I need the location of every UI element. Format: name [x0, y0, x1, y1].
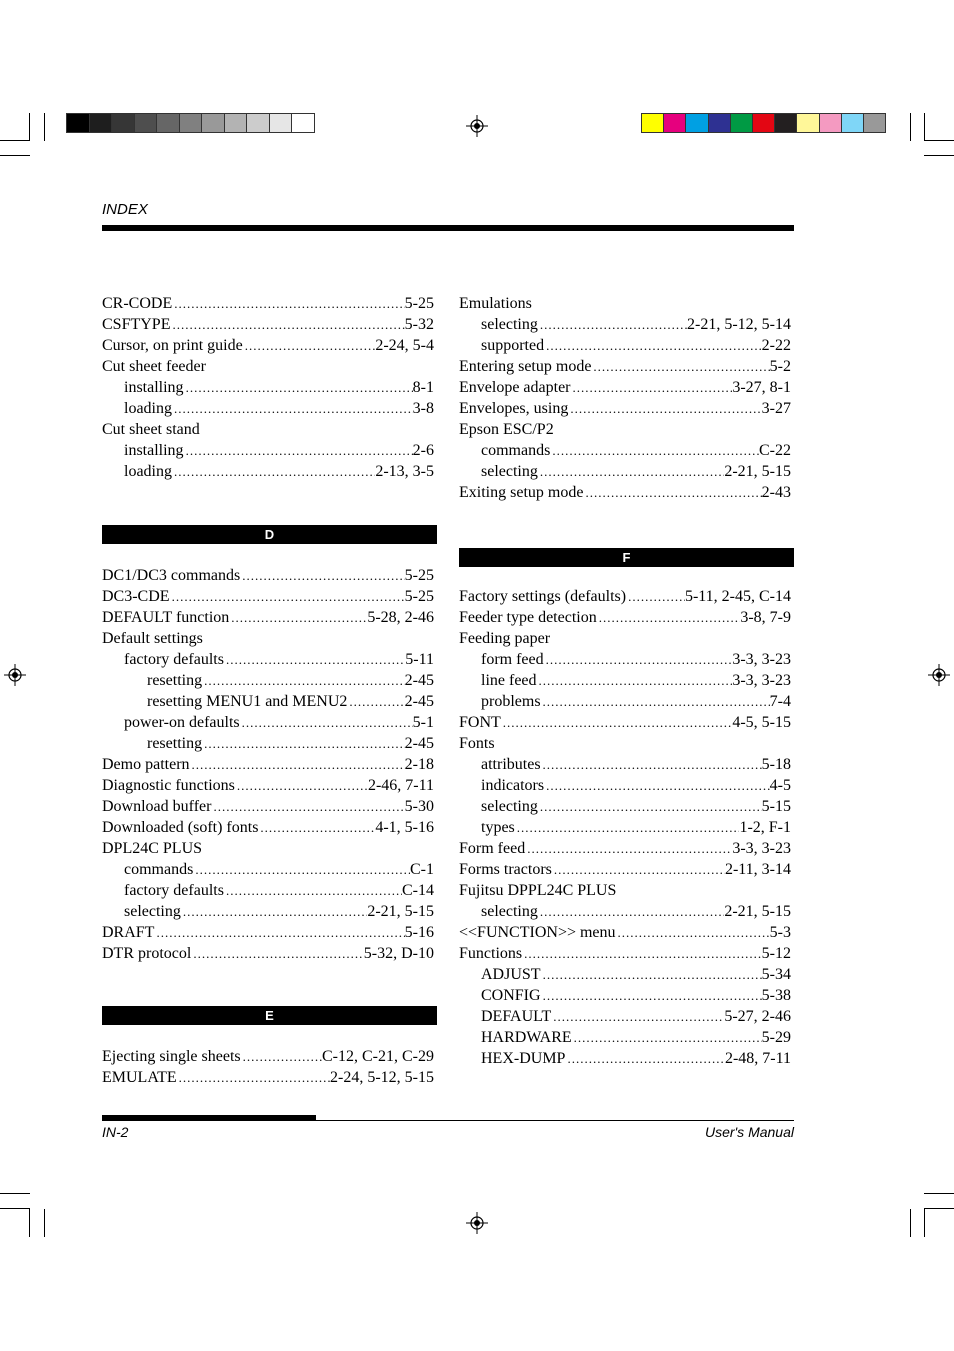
color-swatch [752, 113, 775, 133]
index-entry [124, 461, 434, 482]
index-page-ref: 5-30 [404, 798, 434, 815]
index-page-ref: 4-5, 5-15 [732, 714, 791, 731]
index-term: commands [124, 861, 194, 878]
color-swatch [841, 113, 864, 133]
manual-title: User's Manual [704, 1124, 794, 1140]
section-bar-e: E [102, 1006, 437, 1025]
leader-dots [170, 586, 405, 607]
leader-dots [597, 607, 741, 628]
index-page-ref: 5-12 [761, 945, 791, 962]
gray-swatch [89, 113, 113, 133]
index-term: HARDWARE [481, 1029, 572, 1046]
leader-dots [172, 398, 413, 419]
index-entry [481, 691, 791, 712]
index-entry [481, 775, 791, 796]
index-term: HEX-DUMP [481, 1050, 566, 1067]
leader-dots [203, 628, 434, 649]
index-term: resetting [147, 672, 203, 689]
index-entry [102, 922, 434, 943]
index-term: FONT [459, 714, 501, 731]
leader-dots [552, 859, 725, 880]
index-page-ref: 2-24, 5-4 [375, 337, 434, 354]
leader-dots [554, 419, 791, 440]
index-term: Entering setup mode [459, 358, 592, 375]
leader-dots [172, 293, 404, 314]
index-entry [102, 817, 434, 838]
index-term: selecting [481, 316, 538, 333]
index-entry [459, 943, 791, 964]
index-entry [459, 712, 791, 733]
leader-dots [177, 1067, 330, 1088]
index-term: CSFTYPE [102, 316, 171, 333]
index-entry [481, 1006, 791, 1027]
color-swatch [708, 113, 731, 133]
index-term: power-on defaults [124, 714, 240, 731]
index-term: <<FUNCTION>> menu [459, 924, 616, 941]
index-entry [124, 859, 434, 880]
index-entry [481, 649, 791, 670]
section-bar-d: D [102, 525, 437, 544]
index-page-ref: 5-18 [761, 756, 791, 773]
index-page-ref: 2-21, 5-15 [724, 903, 791, 920]
index-entry [481, 817, 791, 838]
index-term: EMULATE [102, 1069, 177, 1086]
index-page-ref: 5-11 [405, 651, 434, 668]
index-term: DC1/DC3 commands [102, 567, 241, 584]
index-page-ref: C-22 [759, 442, 791, 459]
index-term: selecting [481, 463, 538, 480]
index-term: factory defaults [124, 651, 224, 668]
index-term: Ejecting single sheets [102, 1048, 241, 1065]
index-page-ref: 3-27, 8-1 [732, 379, 791, 396]
index-entry [102, 796, 434, 817]
leader-dots [191, 943, 363, 964]
index-page-ref: 2-18 [404, 756, 434, 773]
index-term: Envelope adapter [459, 379, 571, 396]
index-term: Fujitsu DPPL24C PLUS [459, 882, 617, 899]
color-swatch [641, 113, 664, 133]
index-entry [459, 356, 791, 377]
index-term: Cursor, on print guide [102, 337, 243, 354]
index-term: CONFIG [481, 987, 541, 1004]
index-entry [102, 754, 434, 775]
leader-dots [532, 293, 791, 314]
leader-dots [202, 838, 434, 859]
index-entry [459, 733, 791, 754]
index-page-ref: 2-11, 3-14 [724, 861, 791, 878]
index-term: selecting [481, 798, 538, 815]
leader-dots [170, 314, 404, 335]
index-entry [102, 314, 434, 335]
index-page-ref: 5-16 [404, 924, 434, 941]
index-page-ref: 3-3, 3-23 [732, 672, 791, 689]
leader-dots [235, 775, 368, 796]
leader-dots [515, 817, 740, 838]
index-entry [481, 670, 791, 691]
index-term: types [481, 819, 515, 836]
leader-dots [616, 922, 770, 943]
index-term: indicators [481, 777, 545, 794]
leader-dots [541, 754, 762, 775]
index-page-ref: 4-1, 5-16 [375, 819, 434, 836]
index-entry [124, 440, 434, 461]
index-page-ref: 3-8 [412, 400, 434, 417]
leader-dots [616, 880, 791, 901]
index-page-ref: 5-28, 2-46 [367, 609, 434, 626]
leader-dots [224, 649, 405, 670]
index-term: selecting [481, 903, 538, 920]
index-entry [102, 293, 434, 314]
index-term: CR-CODE [102, 295, 173, 312]
index-page-ref: 8-1 [412, 379, 434, 396]
leader-dots [193, 859, 410, 880]
color-swatch [796, 113, 819, 133]
index-term: Default settings [102, 630, 203, 647]
page-number: IN-2 [102, 1124, 129, 1140]
gray-swatch [201, 113, 225, 133]
leader-dots [200, 419, 434, 440]
leader-dots [347, 691, 404, 712]
index-term: selecting [124, 903, 181, 920]
leader-dots [550, 440, 759, 461]
index-term: Diagnostic functions [102, 777, 235, 794]
leader-dots [206, 356, 434, 377]
index-entry [124, 649, 434, 670]
leader-dots [541, 985, 762, 1006]
registration-mark-icon [4, 664, 26, 686]
index-page-ref: 5-29 [761, 1029, 791, 1046]
index-term: Functions [459, 945, 523, 962]
index-page-ref: 5-11, 2-45, C-14 [684, 588, 791, 605]
leader-dots [229, 607, 367, 628]
index-term: Factory settings (defaults) [459, 588, 627, 605]
index-entry [102, 1067, 434, 1088]
leader-dots [591, 356, 769, 377]
index-page-ref: 2-21, 5-12, 5-14 [687, 316, 791, 333]
index-page-ref: 5-2 [769, 358, 791, 375]
index-entry [102, 607, 434, 628]
leader-dots [202, 733, 405, 754]
index-entry [459, 859, 791, 880]
index-entry [124, 712, 434, 733]
index-page-ref: 2-45 [404, 672, 434, 689]
index-entry [102, 838, 434, 859]
index-entry [481, 335, 791, 356]
index-term: Forms tractors [459, 861, 552, 878]
index-entry [459, 586, 791, 607]
index-page-ref: 3-3, 3-23 [732, 840, 791, 857]
index-term: Envelopes, using [459, 400, 569, 417]
index-entry [481, 314, 791, 335]
index-page-ref: 2-13, 3-5 [375, 463, 434, 480]
index-term: attributes [481, 756, 541, 773]
index-term: Downloaded (soft) fonts [102, 819, 259, 836]
index-term: Feeding paper [459, 630, 551, 647]
index-page-ref: 5-3 [769, 924, 791, 941]
index-entry [124, 398, 434, 419]
index-term: Emulations [459, 295, 532, 312]
index-entry [481, 901, 791, 922]
footer-rule [102, 1120, 794, 1121]
section-bar-f: F [459, 548, 794, 567]
index-entry [459, 377, 791, 398]
index-page-ref: 5-27, 2-46 [724, 1008, 791, 1025]
leader-dots [525, 838, 732, 859]
index-page-ref: 3-27 [761, 400, 791, 417]
index-page-ref: 5-38 [761, 987, 791, 1004]
index-term: DRAFT [102, 924, 155, 941]
leader-dots [538, 314, 687, 335]
leader-dots [538, 901, 724, 922]
index-term: line feed [481, 672, 537, 689]
index-entry [459, 293, 791, 314]
index-entry [481, 985, 791, 1006]
gray-swatch [269, 113, 293, 133]
index-entry [481, 440, 791, 461]
leader-dots [537, 670, 733, 691]
index-entry [124, 377, 434, 398]
index-term: DC3-CDE [102, 588, 170, 605]
index-term: factory defaults [124, 882, 224, 899]
index-term: Cut sheet stand [102, 421, 200, 438]
index-page-ref: 5-15 [761, 798, 791, 815]
leader-dots [572, 1027, 762, 1048]
leader-dots [211, 796, 404, 817]
leader-dots [224, 880, 402, 901]
color-swatch [685, 113, 708, 133]
index-entry [481, 1027, 791, 1048]
registration-mark-icon [466, 1212, 488, 1234]
color-swatch [663, 113, 686, 133]
leader-dots [154, 922, 404, 943]
index-entry [124, 880, 434, 901]
leader-dots [190, 754, 405, 775]
index-page-ref: 2-21, 5-15 [367, 903, 434, 920]
index-entry [459, 628, 791, 649]
index-page-ref: 5-32 [404, 316, 434, 333]
index-term: problems [481, 693, 541, 710]
index-term: Feeder type detection [459, 609, 597, 626]
index-entry [102, 335, 434, 356]
index-term: Form feed [459, 840, 526, 857]
leader-dots [240, 712, 413, 733]
leader-dots [172, 461, 375, 482]
leader-dots [626, 586, 685, 607]
index-page-ref: 5-32, D-10 [363, 945, 434, 962]
leader-dots [243, 335, 376, 356]
index-term: installing [124, 442, 184, 459]
index-page-ref: 2-24, 5-12, 5-15 [330, 1069, 434, 1086]
color-swatch [863, 113, 886, 133]
index-term: Cut sheet feeder [102, 358, 206, 375]
leader-dots [538, 461, 724, 482]
index-entry [459, 607, 791, 628]
gray-swatch [111, 113, 135, 133]
index-page-ref: 5-25 [404, 567, 434, 584]
index-page-ref: 2-46, 7-11 [367, 777, 434, 794]
index-entry [102, 943, 434, 964]
index-term: resetting MENU1 and MENU2 [147, 693, 348, 710]
leader-dots [541, 964, 762, 985]
index-term: Demo pattern [102, 756, 190, 773]
registration-mark-icon [928, 664, 950, 686]
gray-swatch [179, 113, 203, 133]
index-term: ADJUST [481, 966, 541, 983]
leader-dots [495, 733, 791, 754]
index-entry [102, 565, 434, 586]
index-entry [459, 482, 791, 503]
leader-dots [240, 565, 404, 586]
index-term: form feed [481, 651, 544, 668]
index-entry [102, 1046, 434, 1067]
index-term: loading [124, 400, 172, 417]
index-page-ref: C-1 [410, 861, 434, 878]
index-term: Exiting setup mode [459, 484, 584, 501]
index-entry [481, 461, 791, 482]
header-rule [102, 225, 794, 231]
index-entry [459, 880, 791, 901]
leader-dots [550, 628, 791, 649]
gray-swatch [134, 113, 158, 133]
leader-dots [241, 1046, 322, 1067]
index-term: DEFAULT [481, 1008, 552, 1025]
index-page-ref: 5-1 [412, 714, 434, 731]
index-entry [102, 586, 434, 607]
index-entry [102, 775, 434, 796]
leader-dots [544, 649, 733, 670]
gray-swatch [291, 113, 315, 133]
index-term: Fonts [459, 735, 495, 752]
index-page-ref: 5-25 [404, 588, 434, 605]
index-entry [459, 398, 791, 419]
leader-dots [571, 377, 733, 398]
leader-dots [583, 482, 761, 503]
index-page-ref: 2-45 [404, 693, 434, 710]
gray-swatch [66, 113, 90, 133]
index-term: commands [481, 442, 551, 459]
leader-dots [565, 1048, 724, 1069]
index-page-ref: 2-6 [412, 442, 434, 459]
color-swatch [819, 113, 842, 133]
index-entry [147, 733, 434, 754]
leader-dots [501, 712, 733, 733]
index-page-ref: 2-21, 5-15 [724, 463, 791, 480]
index-term: DEFAULT function [102, 609, 230, 626]
index-entry [459, 922, 791, 943]
index-entry [481, 1048, 791, 1069]
index-page-ref: 2-48, 7-11 [724, 1050, 791, 1067]
index-entry [481, 754, 791, 775]
index-page-ref: 5-34 [761, 966, 791, 983]
index-term: Epson ESC/P2 [459, 421, 554, 438]
index-term: supported [481, 337, 545, 354]
index-entry [102, 356, 434, 377]
leader-dots [538, 796, 762, 817]
index-page-ref: C-12, C-21, C-29 [322, 1048, 434, 1065]
leader-dots [522, 943, 762, 964]
leader-dots [184, 440, 413, 461]
index-page-ref: 2-43 [761, 484, 791, 501]
leader-dots [544, 775, 770, 796]
running-head: INDEX [102, 201, 148, 218]
index-term: DPL24C PLUS [102, 840, 203, 857]
leader-dots [181, 901, 367, 922]
index-entry [102, 419, 434, 440]
gray-swatch [246, 113, 270, 133]
index-term: Download buffer [102, 798, 212, 815]
index-entry [459, 838, 791, 859]
index-page-ref: 4-5 [769, 777, 791, 794]
gray-swatch [224, 113, 248, 133]
index-entry [102, 628, 434, 649]
index-page-ref: 7-4 [769, 693, 791, 710]
index-entry [481, 796, 791, 817]
index-entry [481, 964, 791, 985]
index-term: resetting [147, 735, 203, 752]
index-page-ref: 1-2, F-1 [739, 819, 791, 836]
index-page-ref: 3-8, 7-9 [740, 609, 791, 626]
index-term: loading [124, 463, 172, 480]
index-entry [124, 901, 434, 922]
index-term: installing [124, 379, 184, 396]
leader-dots [544, 335, 762, 356]
color-swatch [730, 113, 753, 133]
color-swatch [774, 113, 797, 133]
index-term: DTR protocol [102, 945, 192, 962]
registration-mark-icon [466, 115, 488, 137]
index-page-ref: 5-25 [404, 295, 434, 312]
index-entry [147, 691, 434, 712]
index-page-ref: 2-22 [761, 337, 791, 354]
index-page-ref: C-14 [402, 882, 434, 899]
gray-swatch [156, 113, 180, 133]
leader-dots [184, 377, 413, 398]
index-page-ref: 2-45 [404, 735, 434, 752]
leader-dots [551, 1006, 724, 1027]
leader-dots [541, 691, 770, 712]
index-entry [147, 670, 434, 691]
leader-dots [202, 670, 405, 691]
leader-dots [258, 817, 375, 838]
leader-dots [568, 398, 761, 419]
index-page-ref: 3-3, 3-23 [732, 651, 791, 668]
index-entry [459, 419, 791, 440]
